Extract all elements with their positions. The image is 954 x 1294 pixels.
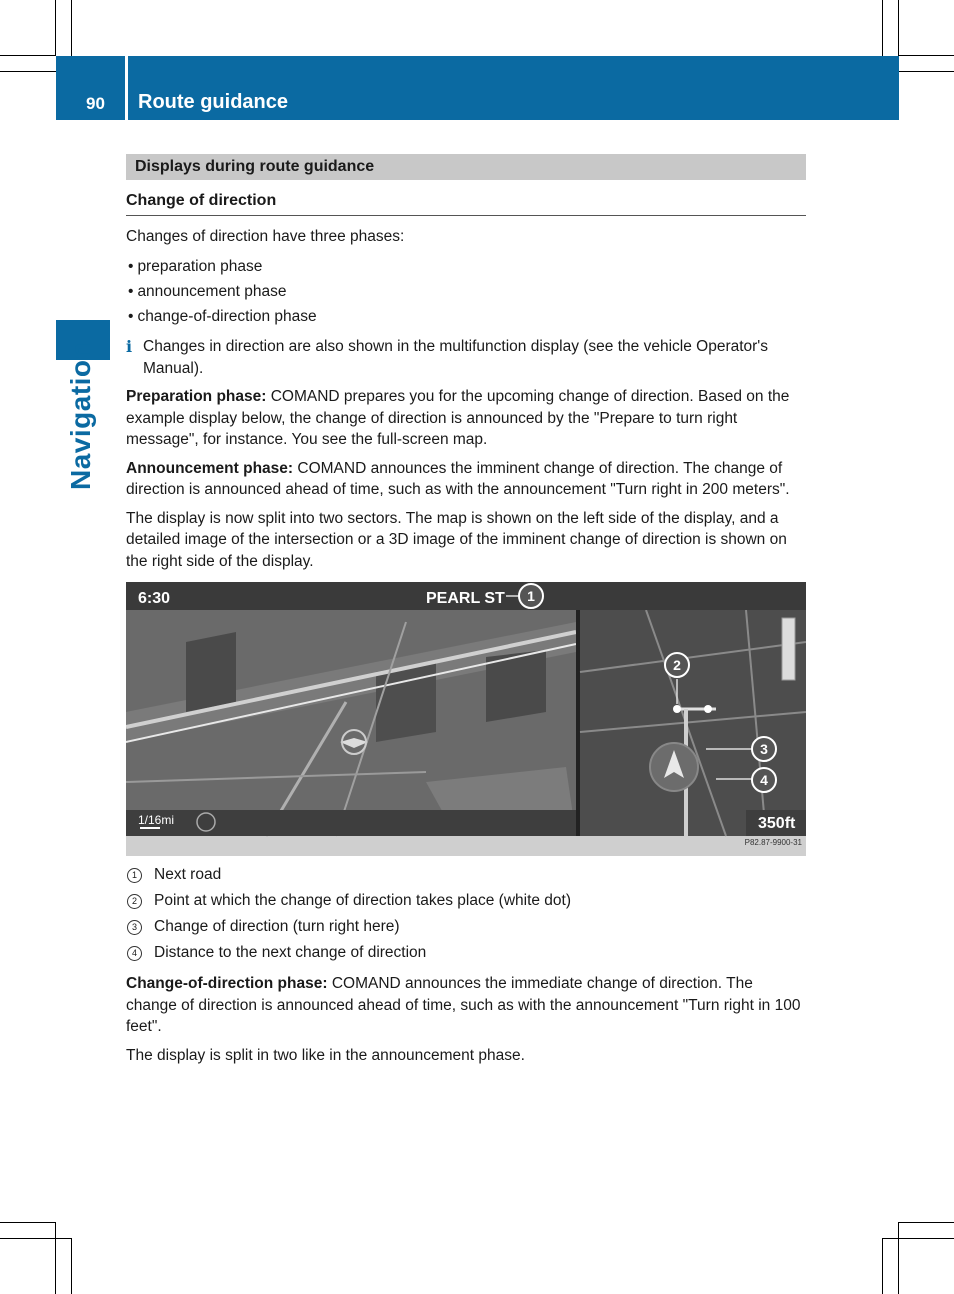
chapter-label: Navigation <box>65 341 96 490</box>
time-display: 6:30 <box>138 590 171 607</box>
callout-2 <box>665 653 689 677</box>
list-item <box>126 914 806 940</box>
legend-number: 4 <box>127 946 142 961</box>
announcement-text: COMAND announces the imminent change of direction. The change of direction is announced ahead of time, such as with the announcement "Turn right in 200 meters". <box>126 459 790 498</box>
figure-legend <box>126 862 806 966</box>
preparation-text: COMAND prepares you for the upcoming change of direction. Based on the example display below, the change of direction is announced by the "Prepare to turn right message", for instance. You see the full-screen map. <box>126 388 790 448</box>
announcement-label: Announcement phase: <box>126 459 294 477</box>
svg-text:1: 1 <box>527 588 535 604</box>
crop-mark <box>898 1222 954 1223</box>
legend-number: 1 <box>127 868 142 883</box>
phase-list <box>128 254 806 329</box>
crop-mark <box>55 0 56 56</box>
legend-text: Distance to the next change of direction <box>154 944 427 961</box>
figure-code: P82.87-9900-31 <box>744 837 802 847</box>
list-item <box>126 888 806 914</box>
legend-number: 2 <box>127 894 142 909</box>
page-header <box>56 56 899 120</box>
closing-paragraph: The display is split in two like in the announcement phase. <box>126 1046 525 1064</box>
callout-1 <box>519 584 543 608</box>
distance-readout: 350ft <box>758 815 796 832</box>
list-item <box>126 862 806 888</box>
subsection-heading: Change of direction <box>126 190 806 216</box>
svg-text:3: 3 <box>760 741 768 757</box>
crop-mark <box>0 1238 72 1239</box>
crop-mark <box>882 0 883 56</box>
preparation-label: Preparation phase: <box>126 388 267 405</box>
info-text: Changes in direction are also shown in the multifunction display (see the vehicle Operator's Manual). <box>143 338 769 377</box>
page-title: Route guidance <box>138 91 289 113</box>
svg-text:2: 2 <box>673 657 681 673</box>
main-content <box>126 154 806 1066</box>
crop-mark <box>0 71 56 72</box>
section-heading: Displays during route guidance <box>126 154 806 180</box>
legend-text: Point at which the change of direction takes place (white dot) <box>154 892 572 909</box>
crop-mark <box>0 55 56 56</box>
crop-mark <box>898 0 899 56</box>
crop-mark <box>898 1222 899 1294</box>
intro-text: Changes of direction have three phases: <box>126 227 405 245</box>
list-item: • announcement phase <box>128 279 806 304</box>
crop-mark <box>55 1222 56 1294</box>
list-item: • change-of-direction phase <box>128 304 806 329</box>
map-display <box>126 582 806 856</box>
legend-text: Change of direction (turn right here) <box>154 918 400 935</box>
crop-mark <box>898 71 954 72</box>
list-item <box>126 940 806 966</box>
legend-number: 3 <box>127 920 142 935</box>
map-scale: 1/16mi <box>138 813 175 827</box>
crop-mark <box>898 55 954 56</box>
crop-mark <box>71 0 72 56</box>
info-note <box>126 336 806 379</box>
preparation-paragraph <box>126 386 806 451</box>
change-phase-text: COMAND announces the immediate change of direction. The change of direction is announced ahead of time, such as with the announcement "Turn right in 100 feet". <box>126 975 801 1035</box>
info-icon: i <box>126 337 133 356</box>
navigation-screenshot <box>126 582 806 856</box>
split-display-paragraph: The display is now split into two sectors. The map is shown on the left side of the display, and a detailed image of the intersection or a 3D image of the imminent change of direction is shown on the right side of the display. <box>126 509 787 570</box>
svg-text:4: 4 <box>760 772 768 788</box>
list-item: • preparation phase <box>128 254 806 279</box>
crop-mark <box>71 1238 72 1294</box>
callout-4 <box>752 768 776 792</box>
crop-mark <box>882 1238 954 1239</box>
legend-text: Next road <box>154 866 222 883</box>
next-road-label: PEARL ST <box>426 590 505 607</box>
crop-mark <box>0 1222 56 1223</box>
page-number: 90 <box>86 94 105 113</box>
announcement-paragraph <box>126 458 806 501</box>
header-divider <box>125 56 128 120</box>
callout-3 <box>752 737 776 761</box>
change-phase-paragraph <box>126 973 806 1038</box>
crop-mark <box>882 1238 883 1294</box>
change-phase-label: Change-of-direction phase: <box>126 975 328 992</box>
